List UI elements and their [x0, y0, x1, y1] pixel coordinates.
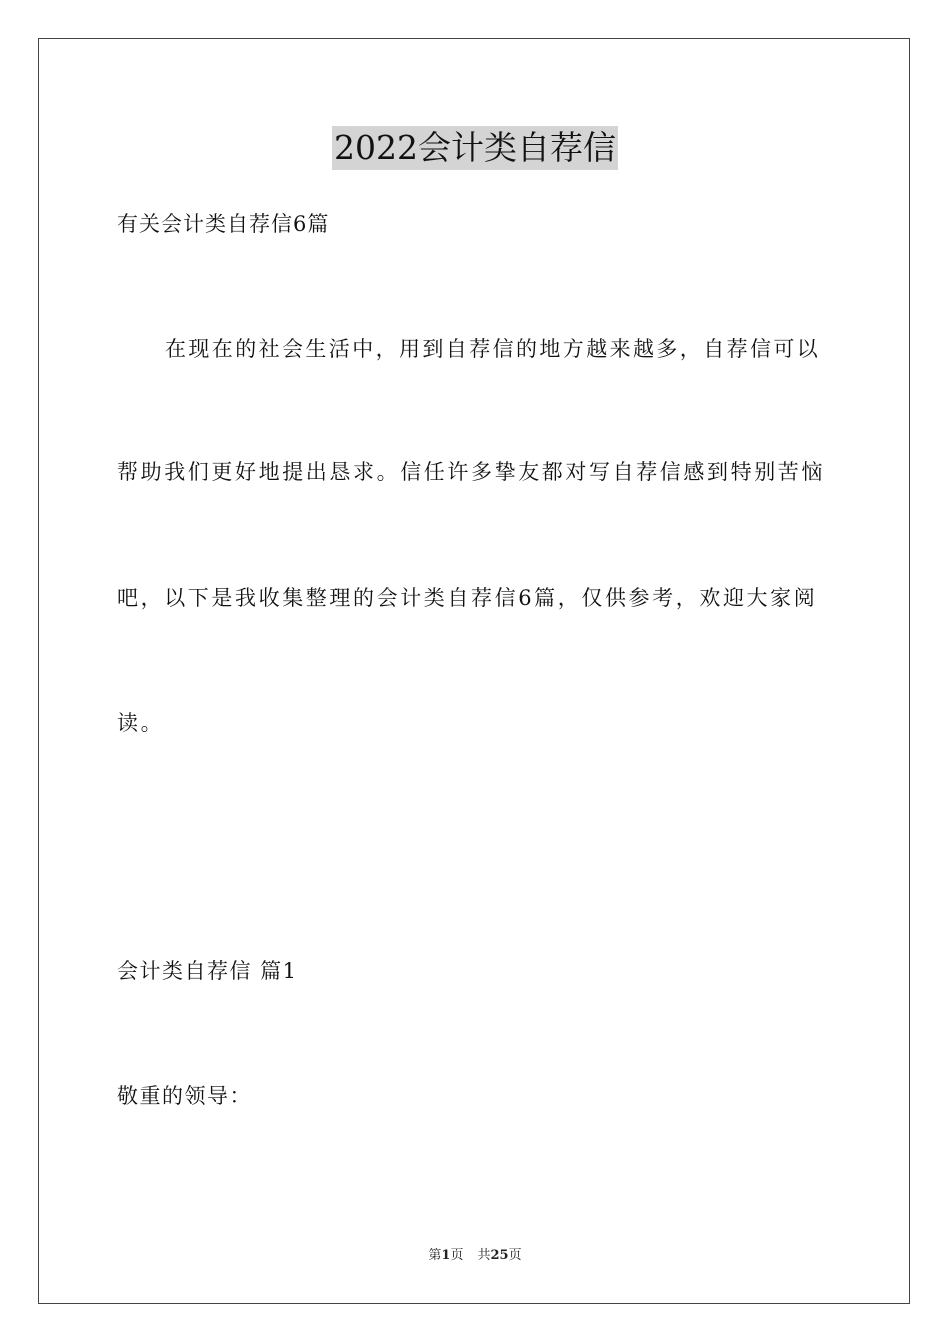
intro-line-2: 帮助我们更好地提出恳求。信任许多挚友都对写自荐信感到特别苦恼 — [117, 460, 825, 484]
intro-line-1: 在现在的社会生活中，用到自荐信的地方越来越多，自荐信可以 — [165, 337, 821, 361]
title-container — [0, 126, 950, 170]
footer-page-total: 25 — [490, 1248, 509, 1263]
footer-total-prefix: 共 — [477, 1248, 491, 1263]
intro-line-4: 读。 — [117, 711, 165, 735]
footer-page-current: 1 — [441, 1248, 451, 1263]
footer-total-suffix: 页 — [508, 1248, 522, 1263]
page-footer — [0, 1246, 950, 1266]
footer-page-suffix: 页 — [450, 1248, 464, 1263]
document-subtitle: 有关会计类自荐信6篇 — [117, 212, 330, 236]
footer-page-prefix: 第 — [428, 1248, 442, 1263]
section-heading: 会计类自荐信 篇1 — [117, 959, 298, 983]
document-title: 2022会计类自荐信 — [332, 126, 618, 170]
intro-line-3: 吧，以下是我收集整理的会计类自荐信6篇，仅供参考，欢迎大家阅 — [117, 586, 818, 610]
salutation: 敬重的领导： — [117, 1084, 252, 1108]
